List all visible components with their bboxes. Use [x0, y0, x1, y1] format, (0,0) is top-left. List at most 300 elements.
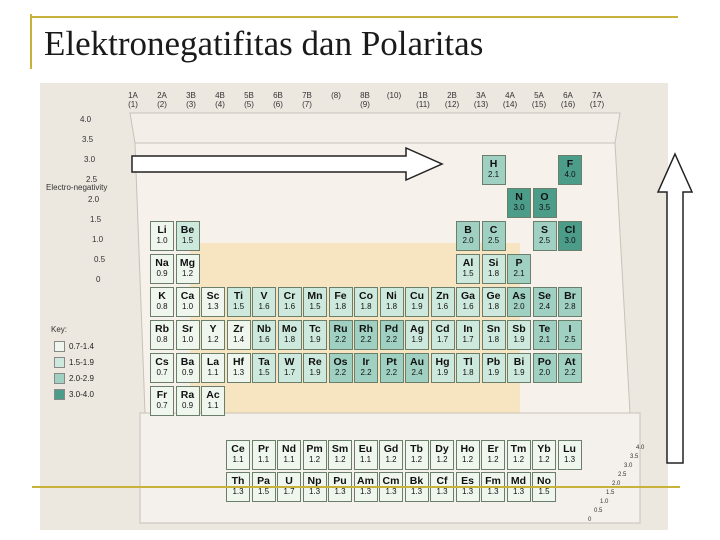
group-number: (9)	[360, 100, 370, 109]
group-label: 7B	[302, 91, 312, 100]
element-value: 4.0	[564, 170, 576, 179]
element-cell	[558, 221, 582, 251]
element-cell	[405, 320, 429, 350]
lanthanide-cell	[252, 440, 276, 470]
element-symbol: Cm	[382, 475, 400, 487]
group-header	[352, 91, 378, 109]
element-symbol: Pu	[333, 475, 347, 487]
element-value: 1.9	[411, 335, 423, 344]
legend-swatch	[54, 357, 65, 368]
element-symbol: Y	[209, 323, 217, 335]
element-value: 1.9	[436, 368, 449, 377]
element-symbol: Br	[564, 290, 576, 302]
element-value: 1.3	[207, 302, 219, 311]
element-value: 1.3	[436, 487, 448, 496]
element-value: 2.2	[334, 368, 347, 377]
element-value: 1.1	[283, 455, 295, 464]
element-symbol: S	[540, 224, 548, 236]
element-symbol: Lu	[563, 443, 576, 455]
lanthanide-cell	[277, 440, 301, 470]
element-value: 1.2	[487, 455, 499, 464]
element-value: 1.1	[257, 455, 270, 464]
element-value: 0.8	[156, 335, 168, 344]
legend-swatch	[54, 341, 65, 352]
element-value: 1.3	[487, 487, 499, 496]
element-value: 1.0	[156, 236, 168, 245]
element-cell	[201, 353, 225, 383]
element-value: 1.9	[309, 335, 321, 344]
element-symbol: Tc	[309, 323, 321, 335]
element-symbol: N	[515, 191, 523, 203]
group-label: 3B	[186, 91, 196, 100]
element-value: 0.7	[156, 368, 168, 377]
element-symbol: Ni	[386, 290, 397, 302]
element-cell	[252, 320, 276, 350]
element-cell	[278, 287, 302, 317]
element-symbol: Tm	[510, 443, 527, 455]
group-number: (4)	[215, 100, 225, 109]
element-value: 1.3	[563, 455, 576, 464]
lanthanide-cell	[481, 440, 505, 470]
element-symbol: Cu	[410, 290, 424, 302]
element-symbol: Eu	[358, 443, 373, 455]
element-cell	[380, 320, 404, 350]
element-cell	[201, 320, 225, 350]
axis-label: Electro-negativity	[46, 183, 108, 192]
group-header	[381, 91, 407, 100]
group-number: (6)	[273, 100, 283, 109]
legend-item	[54, 373, 94, 384]
element-cell	[380, 353, 404, 383]
element-value: 3.0	[513, 203, 525, 212]
group-label: 5A	[534, 91, 544, 100]
element-value: 1.5	[258, 368, 270, 377]
element-value: 1.5	[257, 487, 270, 496]
element-cell	[507, 320, 531, 350]
element-cell	[227, 320, 251, 350]
element-cell	[303, 287, 327, 317]
element-symbol: Mg	[179, 257, 196, 269]
y-tick-label-right: 4.0	[636, 445, 645, 451]
element-value: 1.3	[461, 487, 474, 496]
element-cell	[201, 386, 225, 416]
element-cell	[558, 287, 582, 317]
element-value: 1.2	[181, 269, 194, 278]
element-cell	[176, 386, 200, 416]
element-symbol: Am	[357, 475, 374, 487]
element-value: 1.5	[232, 302, 245, 311]
element-cell	[303, 320, 327, 350]
right-arrow-icon	[130, 146, 450, 182]
group-header	[410, 91, 436, 109]
group-number: (5)	[244, 100, 254, 109]
element-value: 1.3	[232, 368, 245, 377]
element-symbol: Os	[333, 356, 348, 368]
element-cell	[176, 353, 200, 383]
group-header	[439, 91, 465, 109]
element-cell	[533, 320, 557, 350]
lanthanide-cell	[379, 440, 403, 470]
element-cell	[278, 353, 302, 383]
element-symbol: Fe	[334, 290, 347, 302]
lanthanide-cell	[328, 440, 352, 470]
element-value: 1.2	[207, 335, 219, 344]
element-cell	[456, 221, 480, 251]
group-label: 6B	[273, 91, 283, 100]
element-value: 1.0	[181, 302, 194, 311]
element-cell	[507, 353, 531, 383]
element-symbol: Dy	[435, 443, 449, 455]
element-symbol: Ba	[180, 356, 195, 368]
element-value: 2.2	[385, 368, 398, 377]
element-symbol: Ag	[410, 323, 424, 335]
legend-swatch	[54, 389, 65, 400]
element-value: 1.5	[309, 302, 321, 311]
element-symbol: Yb	[537, 443, 551, 455]
element-value: 1.1	[207, 368, 219, 377]
y-tick-label: 1.5	[90, 215, 102, 224]
element-symbol: Ru	[333, 323, 348, 335]
element-value: 1.3	[334, 487, 346, 496]
lanthanide-cell	[354, 440, 378, 470]
element-cell	[431, 353, 455, 383]
group-label: 4B	[215, 91, 225, 100]
element-symbol: K	[158, 290, 166, 302]
element-value: 1.9	[487, 368, 500, 377]
y-tick-label-right: 1.5	[606, 490, 615, 496]
lanthanide-cell	[303, 440, 327, 470]
element-cell	[456, 320, 480, 350]
element-symbol: Co	[359, 290, 373, 302]
element-value: 1.5	[181, 236, 194, 245]
element-symbol: Si	[488, 257, 499, 269]
element-symbol: Ir	[362, 356, 370, 368]
group-label: 8B	[360, 91, 370, 100]
group-number: (11)	[416, 100, 430, 109]
element-value: 1.8	[487, 269, 500, 278]
element-value: 2.1	[538, 335, 551, 344]
element-value: 1.2	[436, 455, 448, 464]
element-value: 1.2	[385, 455, 397, 464]
group-label: 4A	[505, 91, 515, 100]
element-symbol: Ga	[460, 290, 475, 302]
element-value: 2.2	[385, 335, 398, 344]
element-symbol: Ge	[486, 290, 501, 302]
element-symbol: O	[540, 191, 549, 203]
element-symbol: Bk	[409, 475, 424, 487]
lanthanide-cell	[507, 440, 531, 470]
element-cell	[482, 353, 506, 383]
group-label: 6A	[563, 91, 573, 100]
y-tick-label: 0	[96, 275, 101, 284]
element-cell	[150, 353, 174, 383]
element-symbol: Np	[307, 475, 322, 487]
element-value: 0.8	[156, 302, 168, 311]
element-symbol: Fm	[485, 475, 501, 487]
element-cell	[507, 287, 531, 317]
element-value: 1.2	[334, 455, 346, 464]
y-tick-label-right: 2.0	[612, 481, 621, 487]
element-symbol: Zn	[436, 290, 449, 302]
element-symbol: Al	[462, 257, 474, 269]
element-symbol: No	[537, 475, 551, 487]
element-cell	[227, 353, 251, 383]
element-cell	[329, 287, 353, 317]
element-symbol: Na	[155, 257, 169, 269]
group-number: (8)	[331, 91, 341, 100]
element-symbol: Cd	[435, 323, 450, 335]
element-value: 2.1	[513, 269, 525, 278]
element-cell	[354, 287, 378, 317]
element-value: 1.8	[283, 335, 296, 344]
element-symbol: Sn	[486, 323, 501, 335]
element-value: 1.1	[232, 455, 244, 464]
element-cell	[456, 254, 480, 284]
element-value: 0.9	[156, 269, 168, 278]
element-symbol: C	[489, 224, 498, 236]
element-symbol: Hg	[435, 356, 450, 368]
slide-title: Elektronegatifitas dan Polaritas	[44, 24, 484, 63]
element-symbol: At	[564, 356, 576, 368]
element-cell	[558, 155, 582, 185]
element-cell	[482, 221, 506, 251]
group-number: (10)	[386, 91, 402, 100]
group-header	[120, 91, 146, 109]
lanthanide-cell	[532, 440, 556, 470]
element-symbol: Es	[461, 475, 474, 487]
element-value: 1.2	[538, 455, 550, 464]
element-value: 1.5	[538, 487, 550, 496]
element-symbol: Gd	[383, 443, 399, 455]
element-value: 0.7	[156, 401, 168, 410]
element-symbol: Nd	[282, 443, 296, 455]
element-symbol: P	[515, 257, 523, 269]
up-arrow-icon	[656, 152, 694, 466]
element-value: 1.4	[232, 335, 245, 344]
element-value: 2.2	[360, 368, 372, 377]
element-value: 2.2	[360, 335, 372, 344]
element-value: 1.3	[359, 487, 372, 496]
element-symbol: Pd	[384, 323, 399, 335]
element-cell	[533, 287, 557, 317]
element-symbol: U	[285, 475, 293, 487]
element-symbol: F	[566, 158, 574, 170]
y-tick-label: 4.0	[80, 115, 92, 124]
y-tick-label: 2.5	[86, 175, 98, 184]
element-value: 3.5	[538, 203, 551, 212]
element-value: 2.2	[564, 368, 576, 377]
element-value: 1.9	[513, 335, 525, 344]
group-label: 7A	[592, 91, 602, 100]
element-symbol: Cr	[283, 290, 296, 302]
element-cell	[533, 353, 557, 383]
element-cell	[150, 287, 174, 317]
element-cell	[354, 320, 378, 350]
element-cell	[150, 254, 174, 284]
lanthanide-cell	[226, 440, 250, 470]
element-symbol: Tl	[463, 356, 473, 368]
element-value: 1.3	[385, 487, 397, 496]
element-cell	[533, 221, 557, 251]
group-header	[236, 91, 262, 109]
lanthanide-cell	[430, 440, 454, 470]
legend-title: Key:	[51, 325, 68, 334]
element-symbol: Tb	[410, 443, 423, 455]
element-cell	[278, 320, 302, 350]
lanthanide-cell	[405, 440, 429, 470]
group-number: (17)	[589, 100, 605, 109]
element-value: 0.9	[181, 401, 194, 410]
element-symbol: Pa	[257, 475, 270, 487]
legend-item	[54, 341, 94, 352]
element-cell	[405, 287, 429, 317]
element-cell	[176, 221, 200, 251]
element-symbol: Ce	[231, 443, 245, 455]
element-value: 2.4	[538, 302, 551, 311]
element-value: 1.6	[283, 302, 296, 311]
y-tick-label-right: 1.0	[600, 499, 609, 505]
element-symbol: Md	[510, 475, 527, 487]
element-value: 1.3	[410, 487, 423, 496]
element-symbol: Fr	[156, 389, 168, 401]
element-symbol: Ta	[258, 356, 270, 368]
group-number: (12)	[444, 100, 460, 109]
element-value: 1.8	[487, 335, 500, 344]
element-cell	[176, 287, 200, 317]
element-value: 1.6	[258, 302, 270, 311]
footer-rule	[32, 486, 680, 488]
element-symbol: Pb	[486, 356, 501, 368]
group-label: 3A	[476, 91, 486, 100]
element-value: 1.2	[308, 455, 321, 464]
element-value: 1.9	[513, 368, 525, 377]
element-symbol: Sb	[512, 323, 526, 335]
element-cell	[176, 320, 200, 350]
element-cell	[380, 287, 404, 317]
element-symbol: Ti	[233, 290, 244, 302]
element-value: 1.6	[462, 302, 474, 311]
group-number: (3)	[186, 100, 196, 109]
element-symbol: Pm	[306, 443, 323, 455]
group-header	[468, 91, 494, 109]
element-cell	[150, 221, 174, 251]
element-value: 1.7	[462, 335, 474, 344]
element-cell	[482, 287, 506, 317]
lanthanide-cell	[456, 440, 480, 470]
title-rule-left	[30, 14, 32, 69]
element-symbol: Ho	[460, 443, 475, 455]
legend-range: 3.0-4.0	[69, 390, 94, 399]
element-symbol: I	[568, 323, 572, 335]
element-value: 1.8	[385, 302, 398, 311]
element-symbol: Pt	[386, 356, 397, 368]
element-value: 1.2	[461, 455, 474, 464]
group-label: 1B	[418, 91, 428, 100]
lanthanide-cell	[558, 440, 582, 470]
element-cell	[252, 353, 276, 383]
element-value: 1.1	[359, 455, 372, 464]
element-value: 2.0	[462, 236, 474, 245]
group-number: (16)	[560, 100, 576, 109]
element-cell	[558, 353, 582, 383]
element-value: 1.1	[207, 401, 219, 410]
group-number: (14)	[502, 100, 518, 109]
y-tick-label: 3.5	[82, 135, 94, 144]
group-header	[323, 91, 349, 100]
element-symbol: Sr	[181, 323, 194, 335]
element-symbol: Ca	[180, 290, 195, 302]
element-value: 1.2	[512, 455, 525, 464]
group-header	[265, 91, 291, 109]
element-cell	[482, 155, 506, 185]
element-value: 1.8	[360, 302, 372, 311]
element-value: 2.0	[513, 302, 525, 311]
element-cell	[482, 254, 506, 284]
element-cell	[150, 386, 174, 416]
element-symbol: Te	[538, 323, 551, 335]
element-value: 1.2	[410, 455, 423, 464]
element-value: 1.8	[462, 368, 474, 377]
element-value: 2.5	[564, 335, 576, 344]
element-value: 2.4	[411, 368, 423, 377]
element-value: 1.7	[283, 487, 295, 496]
y-tick-label: 0.5	[94, 255, 106, 264]
element-symbol: Re	[308, 356, 322, 368]
group-number: (2)	[157, 100, 167, 109]
y-tick-label-right: 0	[588, 517, 592, 523]
element-symbol: B	[464, 224, 472, 236]
element-cell	[329, 320, 353, 350]
y-tick-label: 2.0	[88, 195, 100, 204]
element-cell	[329, 353, 353, 383]
legend-swatch	[54, 373, 65, 384]
element-symbol: Mn	[307, 290, 323, 302]
y-tick-label: 1.0	[92, 235, 104, 244]
element-symbol: Bi	[513, 356, 525, 368]
element-cell	[456, 287, 480, 317]
element-cell	[150, 320, 174, 350]
element-symbol: Sm	[331, 443, 349, 455]
element-symbol: Rh	[359, 323, 373, 335]
element-value: 2.5	[538, 236, 551, 245]
element-symbol: Ac	[206, 389, 220, 401]
element-cell	[431, 320, 455, 350]
element-symbol: W	[284, 356, 295, 368]
element-value: 2.0	[538, 368, 551, 377]
element-symbol: Li	[157, 224, 167, 236]
element-symbol: V	[260, 290, 268, 302]
element-value: 1.6	[258, 335, 270, 344]
element-symbol: In	[463, 323, 473, 335]
element-symbol: La	[206, 356, 220, 368]
group-label: 5B	[244, 91, 254, 100]
element-value: 1.9	[411, 302, 423, 311]
element-value: 1.7	[283, 368, 296, 377]
element-symbol: Cf	[436, 475, 448, 487]
group-header	[178, 91, 204, 109]
element-cell	[507, 188, 531, 218]
y-tick-label-right: 3.5	[630, 454, 639, 460]
element-symbol: H	[489, 158, 498, 170]
group-header	[294, 91, 320, 109]
element-cell	[507, 254, 531, 284]
legend-item	[54, 389, 94, 400]
element-symbol: Se	[538, 290, 551, 302]
element-cell	[176, 254, 200, 284]
element-cell	[405, 353, 429, 383]
element-symbol: Au	[410, 356, 424, 368]
element-cell	[252, 287, 276, 317]
